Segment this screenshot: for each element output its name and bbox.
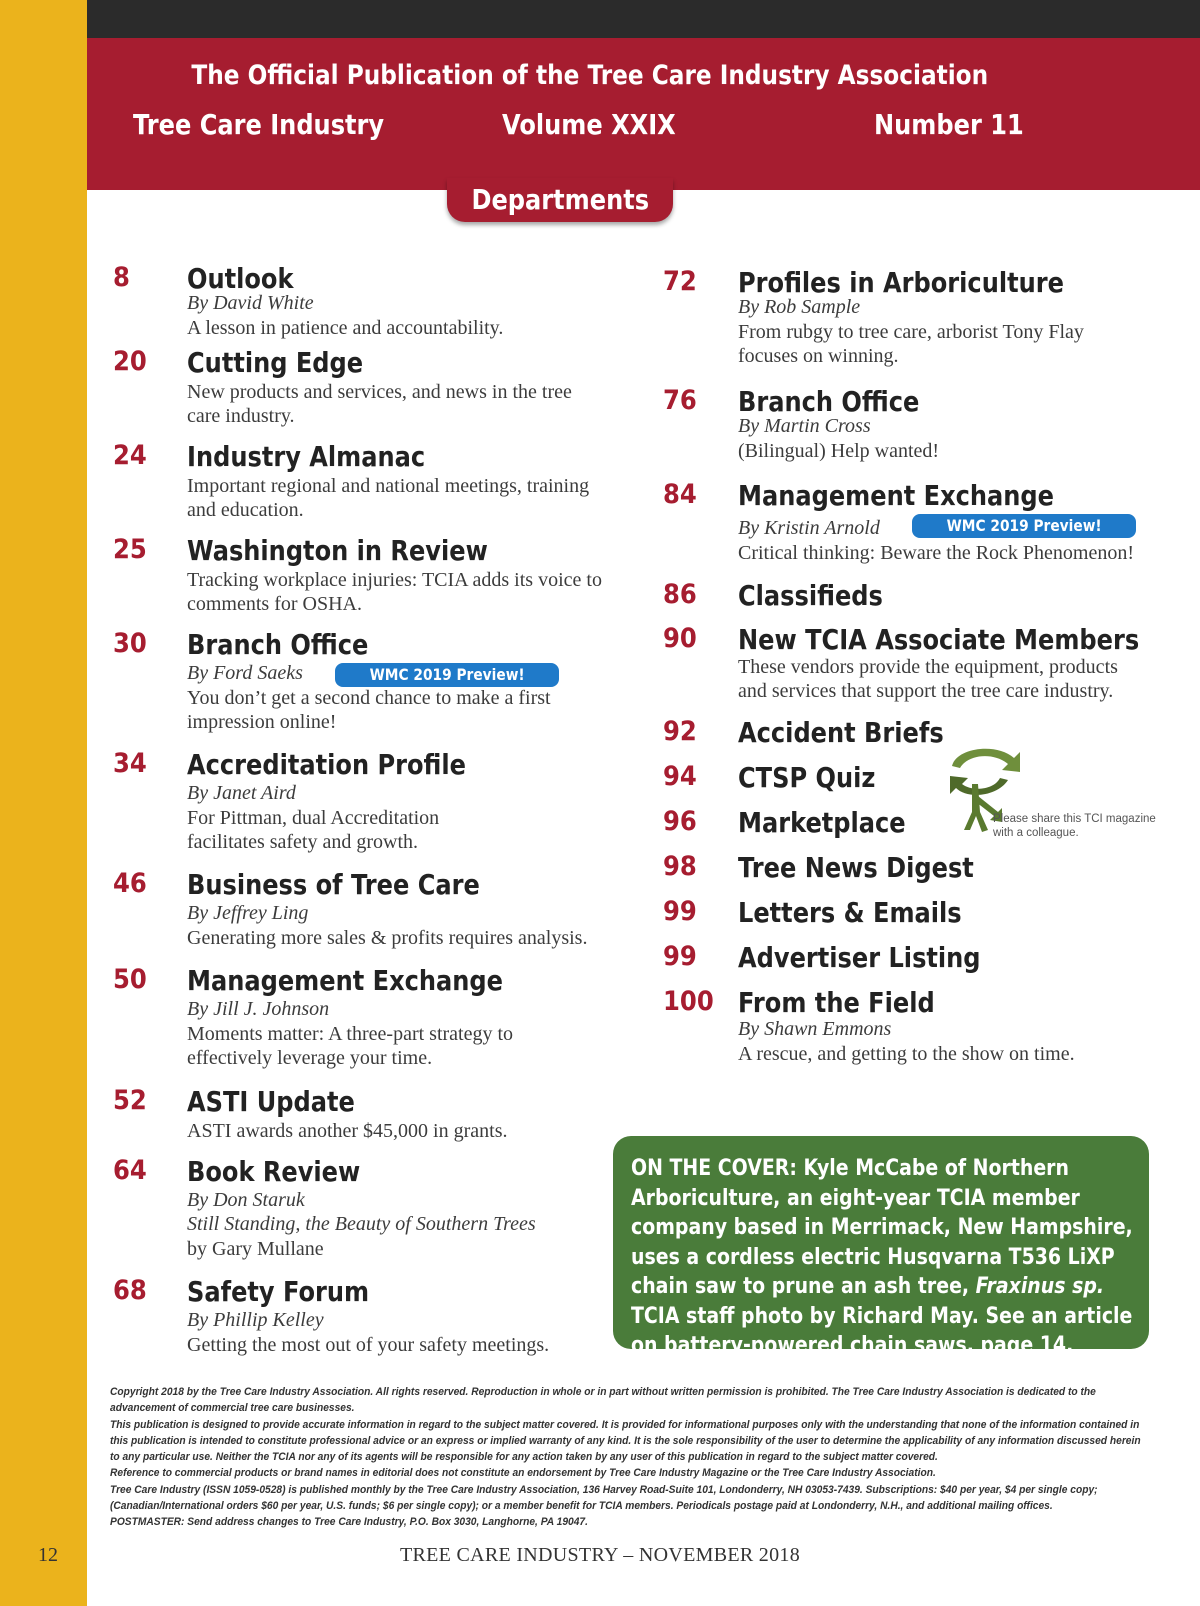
entry-author: By Rob Sample (738, 296, 861, 318)
entry-title: Accident Briefs (738, 716, 944, 749)
top-dark-band (87, 0, 1200, 38)
entry-title: Management Exchange (738, 479, 1054, 512)
page-number: 50 (113, 964, 147, 995)
entry-author: By Phillip Kelley (187, 1309, 324, 1331)
entry-title: Book Review (187, 1155, 361, 1188)
entry-description: Critical thinking: Beware the Rock Phenomenon! (738, 542, 1135, 564)
entry-title: Classifieds (738, 579, 883, 612)
entry-author: By Janet Aird (187, 782, 296, 804)
entry-author: By Martin Cross (738, 415, 871, 437)
page-number: 68 (113, 1275, 147, 1306)
page-number: 90 (663, 623, 697, 654)
entry-title: Marketplace (738, 806, 906, 839)
on-the-cover-box (613, 1136, 1149, 1358)
entry-author: By Kristin Arnold (738, 517, 880, 539)
share-magazine-note: Please share this TCI magazine with a colleague. (993, 813, 1156, 839)
page-number: 94 (663, 761, 697, 792)
page-number: 100 (663, 986, 714, 1017)
entry-description: From rubgy to tree care, arborist Tony Flay focuses on winning. (738, 321, 1084, 367)
departments-label: Departments (471, 183, 649, 216)
side-color-strip (0, 0, 87, 1606)
badge-label: WMC 2019 Preview! (369, 665, 525, 684)
entry-description: A rescue, and getting to the show on time. (738, 1043, 1075, 1065)
entry-description: Generating more sales & profits requires analysis. (187, 927, 588, 949)
entry-description: Getting the most out of your safety meetings. (187, 1334, 550, 1356)
page-number: 84 (663, 479, 697, 510)
book-title: Still Standing, the Beauty of Southern Trees (187, 1213, 536, 1235)
entry-description: For Pittman, dual Accreditation facilitates safety and growth. (187, 807, 440, 853)
entry-title: Business of Tree Care (187, 868, 480, 901)
cover-caption-tail: TCIA staff photo by Richard May. See an article on battery-powered chain saws, page 14. (631, 1303, 1133, 1358)
entry-title: Washington in Review (187, 534, 488, 567)
entry-description: New products and services, and news in the tree care industry. (187, 381, 572, 427)
page-number: 34 (113, 748, 147, 779)
wmc-preview-badge[interactable] (335, 663, 559, 687)
running-footer: TREE CARE INDUSTRY – NOVEMBER 2018 (399, 1544, 801, 1566)
page-number: 25 (113, 534, 147, 565)
page-number: 46 (113, 868, 147, 899)
page-number: 92 (663, 716, 697, 747)
entry-author: By Ford Saeks (187, 662, 303, 684)
page-number: 72 (663, 266, 697, 297)
entry-title: Branch Office (738, 385, 920, 418)
entry-author: By Shawn Emmons (738, 1018, 892, 1040)
issue-number: Number 11 (874, 108, 1024, 141)
page-number: 52 (113, 1085, 147, 1116)
masthead (87, 38, 1200, 190)
entry-description: These vendors provide the equipment, products and services that support the tree care industry. (738, 656, 1118, 702)
entry-description: Tracking workplace injuries: TCIA adds its voice to comments for OSHA. (187, 569, 602, 615)
entry-title: Accreditation Profile (187, 748, 466, 781)
folio-page-number: 12 (38, 1544, 58, 1566)
entry-author: By Don Staruk (187, 1189, 305, 1211)
page-number: 20 (113, 346, 147, 377)
entry-description: Moments matter: A three-part strategy to effectively leverage your time. (187, 1023, 514, 1069)
entry-author: By Jeffrey Ling (187, 902, 309, 924)
entry-title: Advertiser Listing (738, 941, 981, 974)
page-number: 30 (113, 628, 147, 659)
entry-title: Industry Almanac (187, 440, 426, 473)
entry-description: (Bilingual) Help wanted! (738, 440, 940, 462)
entry-title: Safety Forum (187, 1275, 370, 1308)
wmc-preview-badge[interactable] (912, 514, 1136, 538)
page-number: 86 (663, 579, 697, 610)
departments-tab (447, 178, 673, 222)
entry-author: By David White (187, 292, 314, 314)
volume-label: Volume XXIX (502, 108, 676, 141)
page-number: 98 (663, 851, 697, 882)
entry-title: Letters & Emails (738, 896, 962, 929)
publication-info: Tree Care Industry (ISSN 1059-0528) is published monthly by the Tree Care Industry Association, 136 Harvey Road-Suite 101, Londonderry, NH 03053-7439. Subscriptions: $40 per year, $4 per single copy; (Canadian/International orders $60 per year, U.S. funds; $6 per single copy); or a member benefit for TCIA members. Periodicals postage paid at Londonderry, N.H., and additional mailing offices. (110, 1483, 1098, 1513)
entry-description: by Gary Mullane (187, 1238, 324, 1260)
cover-caption (631, 1154, 1138, 1361)
entry-title: Profiles in Arboriculture (738, 266, 1064, 299)
page-number: 24 (113, 440, 147, 471)
magazine-name: Tree Care Industry (133, 108, 385, 141)
entry-title: From the Field (738, 986, 935, 1019)
page-number: 64 (113, 1155, 147, 1186)
entry-title: Tree News Digest (738, 851, 974, 884)
entry-title: New TCIA Associate Members (738, 623, 1140, 656)
endorsement-notice: Reference to commercial products or brand names in editorial does not constitute an endorsement by Tree Care Industry Magazine or the Tree Care Industry Association. (110, 1467, 936, 1480)
disclaimer-notice: This publication is designed to provide accurate information in regard to the subject matter covered. It is provided for informational purposes only with the understanding that none of the information contained in this publication is intended to constitute professional advice or an express or implied warranty of any kind. It is the sole responsibility of the user to determine the applicability of any information discussed herein to any particular use. Neither the TCIA nor any of its agents will be responsible for any action taken by any user of this publication in regard to the subject matter covered. (110, 1418, 1141, 1464)
cover-caption-lead: ON THE COVER: Kyle McCabe of Northern Arboriculture, an eight-year TCIA member company based in Merrimack, New Hampshire, uses a cordless electric Husqvarna T536 LiXP chain saw to prune an ash tree, (631, 1156, 1133, 1299)
entry-description: You don’t get a second chance to make a first impression online! (187, 687, 551, 733)
entry-title: Outlook (187, 262, 294, 295)
entry-title: Branch Office (187, 628, 369, 661)
copyright-notice: Copyright 2018 by the Tree Care Industry Association. All rights reserved. Reproduction in whole or in part without written permission is prohibited. The Tree Care Industry Association is dedicated to the advancement of commercial tree care businesses. (110, 1386, 1096, 1415)
entry-title: Cutting Edge (187, 346, 364, 379)
cover-species: Fraxinus sp. (975, 1274, 1105, 1299)
badge-label: WMC 2019 Preview! (946, 516, 1102, 535)
page-number: 99 (663, 896, 697, 927)
entry-title: CTSP Quiz (738, 761, 876, 794)
entry-description: Important regional and national meetings, training and education. (187, 475, 590, 521)
entry-title: ASTI Update (187, 1085, 355, 1118)
postmaster-notice: POSTMASTER: Send address changes to Tree Care Industry, P.O. Box 3030, Langhorne, PA 19047. (110, 1516, 588, 1529)
legal-fine-print (110, 1384, 1155, 1531)
page-number: 99 (663, 941, 697, 972)
entry-description: ASTI awards another $45,000 in grants. (187, 1120, 508, 1142)
entry-title: Management Exchange (187, 964, 503, 997)
page-number: 8 (113, 262, 130, 293)
entry-description: A lesson in patience and accountability. (187, 317, 504, 339)
page-number: 96 (663, 806, 697, 837)
entry-author: By Jill J. Johnson (187, 998, 330, 1020)
page-number: 76 (663, 385, 697, 416)
publication-tagline: The Official Publication of the Tree Care Industry Association (191, 60, 989, 91)
